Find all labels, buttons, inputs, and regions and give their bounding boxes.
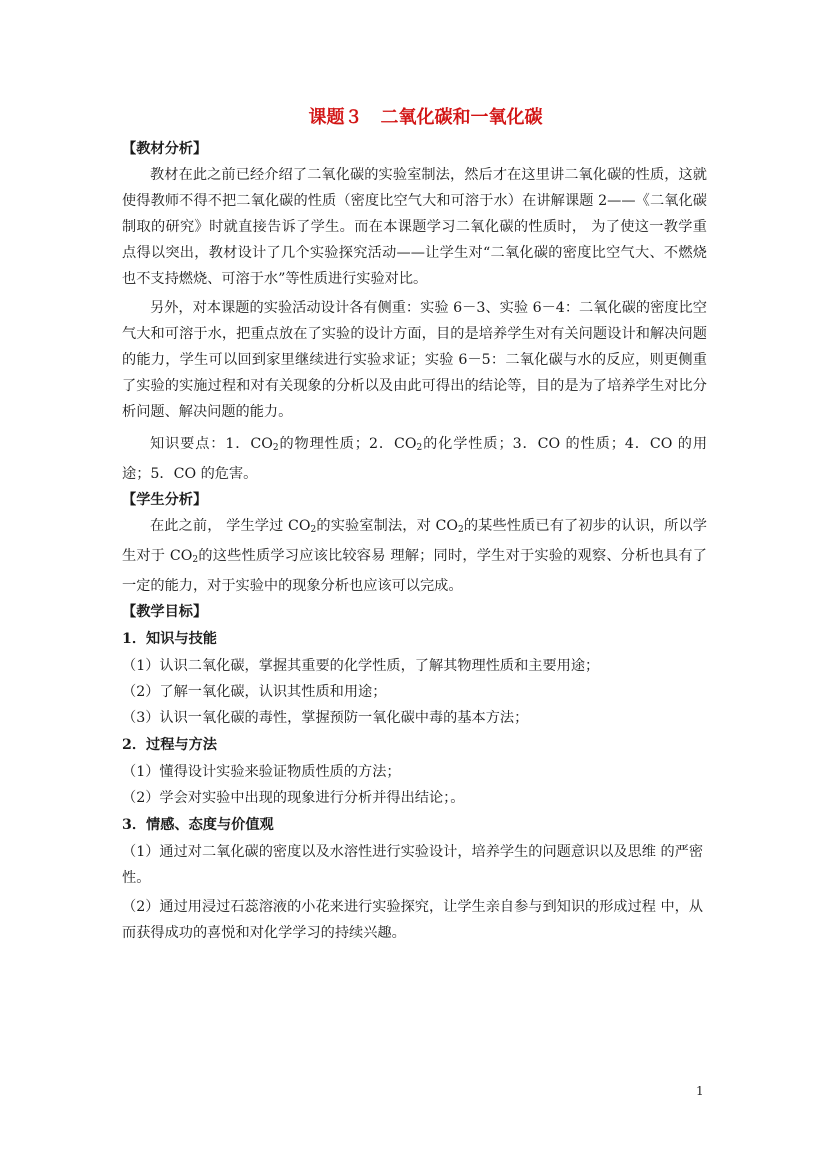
paragraph-student-analysis: 在此之前， 学生学过 $CO_2$的实验室制法，对 $CO_2$的某些性质已有了初步的认识，所以学生对于 $CO_2$的这些性质学习应该比较容易 理解；同时，学生对于实验的观察、分析也具有了一定的能力，对于实验中的现象分析也应该可以完成。 [122,518,707,594]
paragraph-textbook-analysis-2: 另外，对本课题的实验活动设计各有侧重：实验 6－3、实验 6－4：二氧化碳的密度比空气大和可溶于水，把重点放在了实验的设计方面，目的是培养学生对有关问题设计和解决问题的能力，学生可以回到家里继续进行实验求证；实验 6－5：二氧化碳与水的反应，则更侧重了实验的实施过程和对有关现象的分析以及由此可得出的结论等，目的是为了培养学生对比分析问题、解决问题的能力。 [122,300,707,420]
paragraph-textbook-analysis-1: 教材在此之前已经介绍了二氧化碳的实验室制法，然后才在这里讲二氧化碳的性质，这就使得教师不得不把二氧化碳的性质（密度比空气大和可溶于水）在讲解课题 2——《二氧化碳制取的研究》时就直接告诉了学生。而在本课题学习二氧化碳的性质时， 为了使这一教学重点得以突出，教材设计了几个实验探究活动——让学生对“二氧化碳的密度比空气大、不燃烧也不支持燃烧、可溶于水”等性质进行实验对比。 [122,167,707,287]
document-page [122,100,707,946]
goal-item: （1）通过对二氧化碳的密度以及水溶性进行实验设计，培养学生的问题意识以及思维 的严密性。 [122,844,704,886]
goal-item: （3）认识一氧化碳的毒性，掌握预防一氧化碳中毒的基本方法； [122,710,529,726]
page-title: 课题３ 二氧化碳和一氧化碳 [308,107,543,128]
goal-item: （2）了解一氧化碳，认识其性质和用途； [122,684,387,700]
page-number: 1 [696,1084,704,1098]
section-heading-teaching-goals: 【教学目标】 [122,604,208,620]
goal-subheading-process-methods: 2．过程与方法 [122,737,217,753]
goal-item: （2）通过用浸过石蕊溶液的小花来进行实验探究，让学生亲自参与到知识的形成过程 中，从而获得成功的喜悦和对化学学习的持续兴趣。 [122,899,704,941]
goal-item: （1）懂得设计实验来验证物质性质的方法； [122,764,401,780]
goal-subheading-knowledge-skills: 1．知识与技能 [122,631,217,647]
goal-item: （1）认识二氧化碳，掌握其重要的化学性质，了解其物理性质和主要用途； [122,658,600,674]
goal-subheading-attitudes-values: 3．情感、态度与价值观 [122,817,274,833]
section-heading-student-analysis: 【学生分析】 [122,492,208,508]
paragraph-knowledge-points: 知识要点：1．$CO_2$的物理性质；2．$CO_2$的化学性质；3．CO 的性质；4．CO 的用途；5．CO 的危害。 [122,436,708,482]
section-heading-textbook-analysis: 【教材分析】 [122,141,208,157]
goal-item: （2）学会对实验中出现的现象进行分析并得出结论；。 [122,790,465,806]
